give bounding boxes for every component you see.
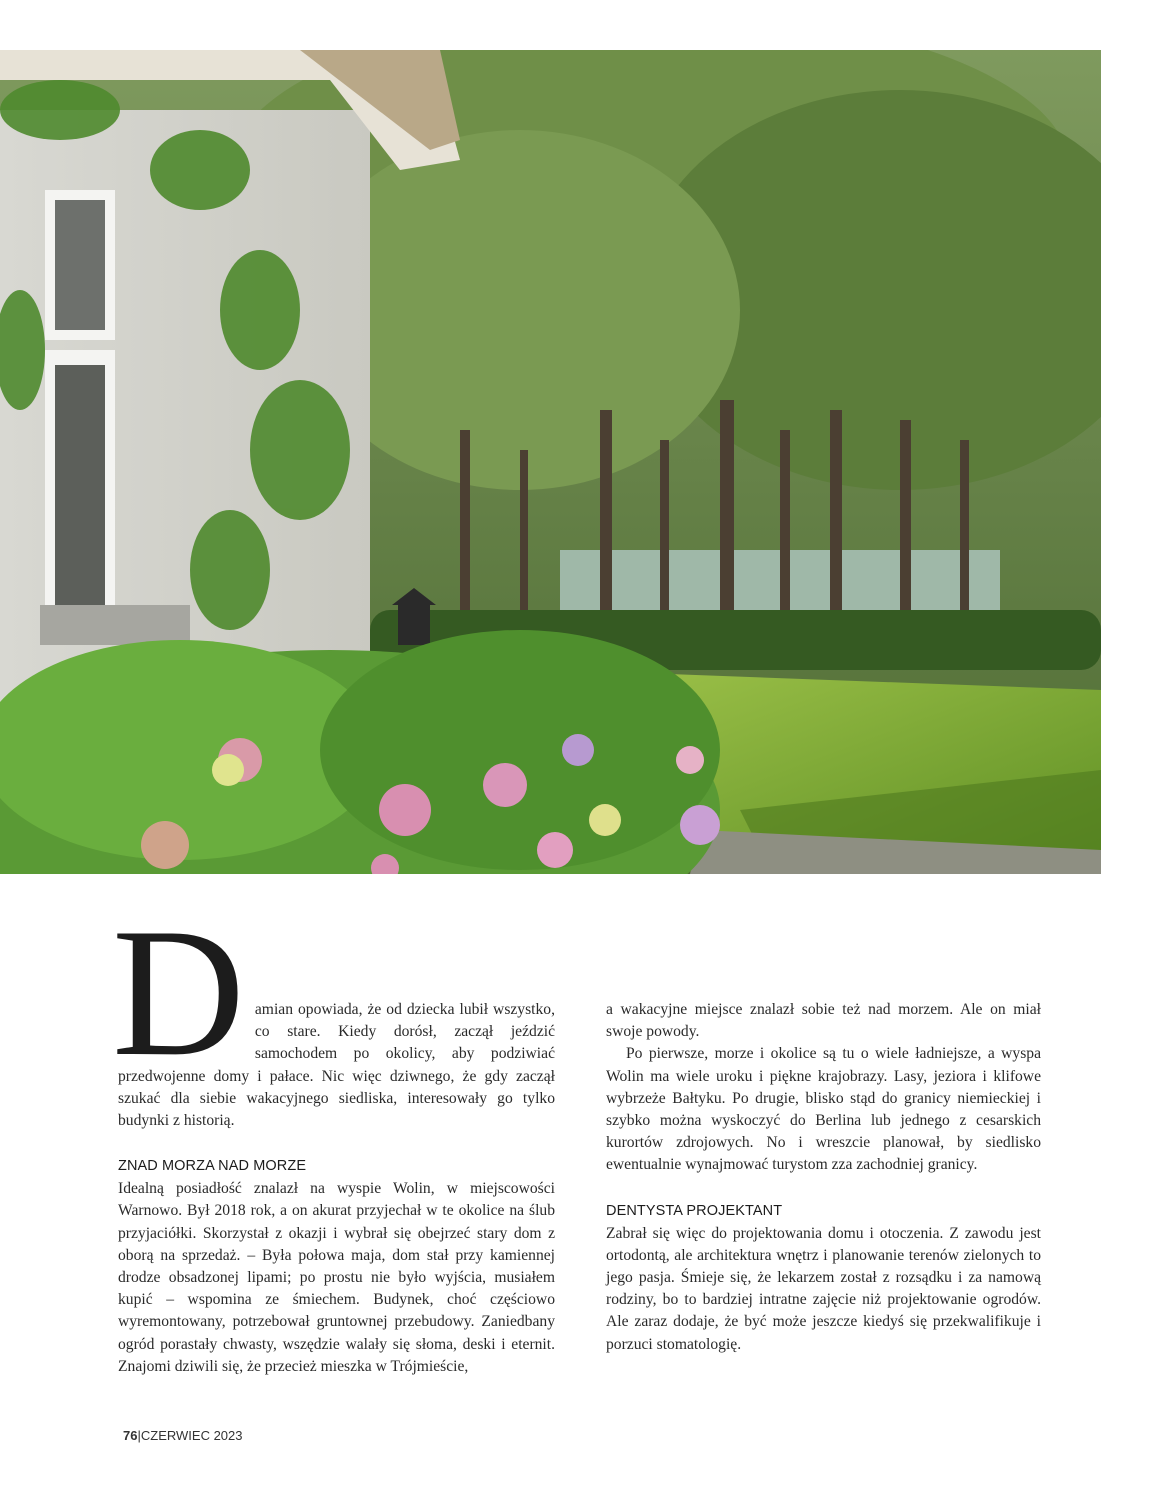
- page-footer: [123, 1428, 243, 1443]
- right-paragraph-2: Po pierwsze, morze i okolice są tu o wiele ładniejsze, a wyspa Wolin ma wiele uroku i piękne krajobrazy. Lasy, jeziora i klifowe wybrzeże Bałtyku. Po drugie, blisko stąd do granicy niemieckiej i szybko można wyskoczyć do Berlina lub jednego z cesarskich kurortów zdrojowych. No i wreszcie planował, by siedlisko ewentualnie wynajmować turystom zza zachodniej granicy.: [606, 1045, 1041, 1174]
- page-number: 76: [123, 1428, 138, 1443]
- section-heading-2: DENTYSTA PROJEKTANT: [606, 1202, 783, 1219]
- issue-label: CZERWIEC 2023: [140, 1428, 243, 1443]
- section-heading-1: ZNAD MORZA NAD MORZE: [118, 1158, 307, 1175]
- left-column: [112, 890, 555, 1378]
- garden-photo-icon: [0, 50, 1101, 874]
- right-paragraph-1: a wakacyjne miejsce znalazł sobie też nad morzem. Ale on miał swoje powody.: [606, 1001, 1041, 1041]
- section2-paragraph: Zabrał się więc do projektowania domu i otoczenia. Z zawodu jest ortodontą, ale architektura wnętrz i planowanie terenów zielonych to jego pasja. Śmieje się, że lekarzem został z rozsądku i za namową rodziny, bo to bardziej intratne zajęcie niż projektowanie ogrodów. Ale zaraz dodaje, że być może jeszcze kiedyś się przekwalifikuje i porzuci stomatologię.: [606, 1224, 1041, 1353]
- drop-cap: D: [112, 890, 245, 1094]
- footer-separator: |: [137, 1428, 141, 1443]
- section1-paragraph: Idealną posiadłość znalazł na wyspie Wolin, w miejscowości Warnowo. Był 2018 rok, a on akurat przyjechał w te okolice na ślub przyjaciółki. Skorzystał z okazji i wybrał się obejrzeć stary dom z oborą na sprzedaż. – Była połowa maja, dom stał przy kamiennej drodze obsadzonej lipami; po prostu nie było wyjścia, musiałem kupić – wspomina ze śmiechem. Budynek, choć częściowo wyremontowany, potrzebował gruntownej przebudowy. Zaniedbany ogród porastały chwasty, wszędzie walały się słoma, deski i eternit. Znajomi dziwili się, że przecież mieszka w Trójmieście,: [118, 1180, 555, 1375]
- right-column: [606, 999, 1041, 1356]
- garden-photo: [0, 50, 1101, 874]
- intro-text: amian opowiada, że od dziecka lubił wszystko, co stare. Kiedy dorósł, zaczął jeździć samochodem po okolicy, aby podziwiać przedwojenne domy i pałace. Nic więc dziwnego, że gdy zaczął szukać dla siebie wakacyjnego siedliska, interesowały go tylko budynki z historią.: [118, 1001, 555, 1130]
